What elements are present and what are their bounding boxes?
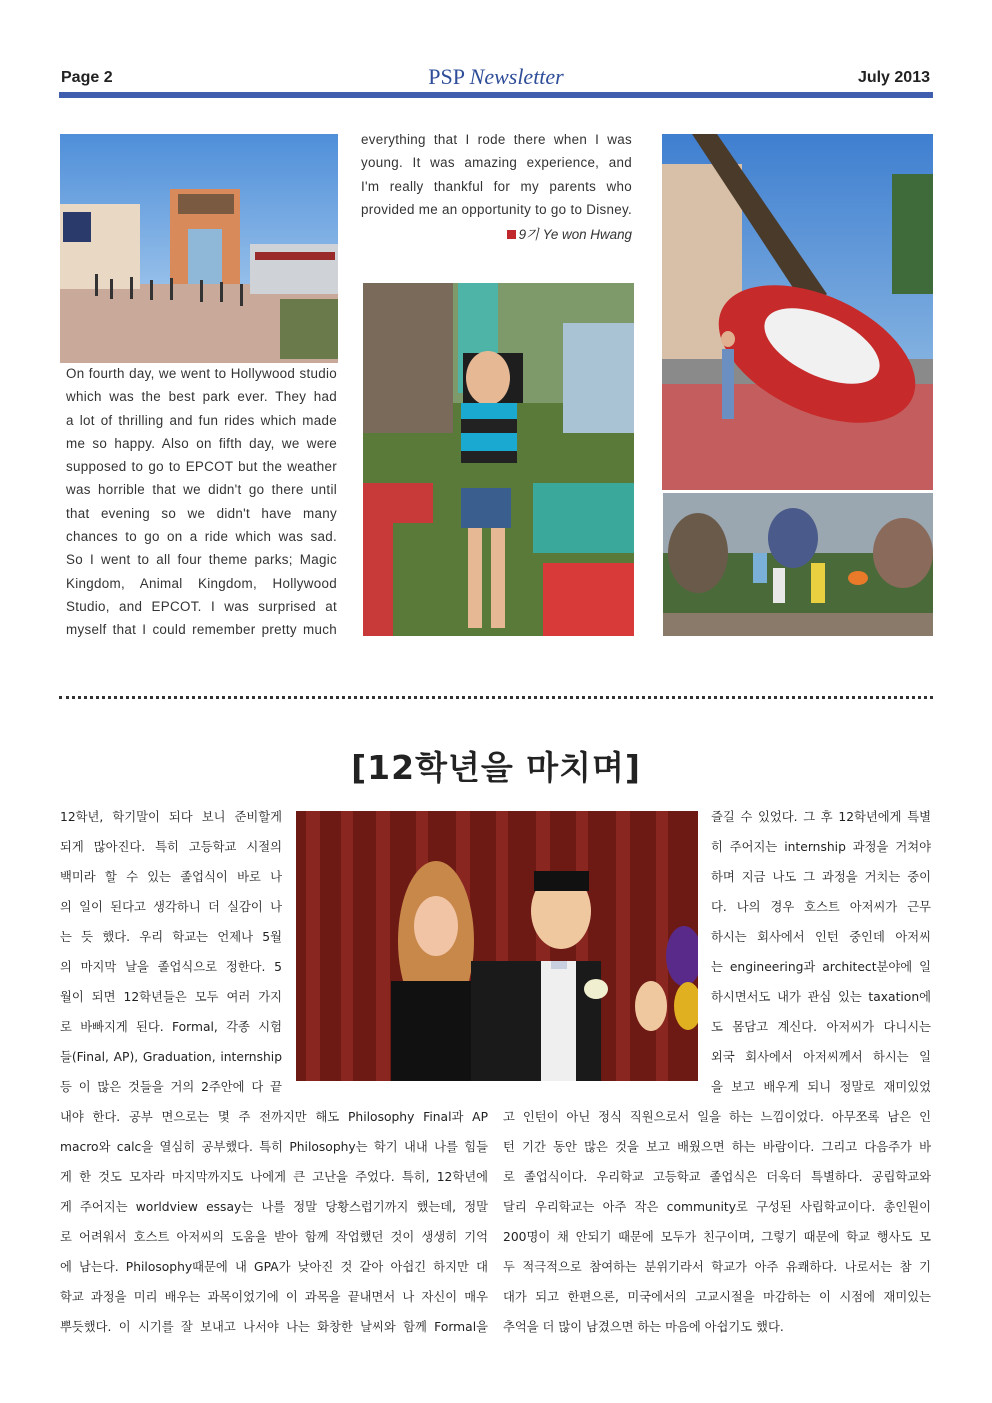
text-line: 하며 지금 나도 그 과정을 거치는 중이 (711, 870, 931, 884)
text-line: 로 졸업식이다. 우리학교 고등학교 졸업식은 더욱더 특별하다. 공립학교와 (503, 1170, 931, 1184)
text-line: 의 마지막 날을 졸업식으로 정한다. 5 (60, 960, 282, 974)
text-line: On fourth day, we went to Hollywood studio (66, 366, 337, 381)
grad-right-column (711, 802, 931, 1102)
text-line: provided me an opportunity to go to Disney. (361, 201, 632, 217)
text-line: 대가 되고 한편으론, 미국에서의 고교시절을 마감하는 이 시점에 재미있는 (503, 1290, 931, 1304)
section-divider (59, 696, 933, 699)
text-line: 게 한 것도 모자라 마지막까지도 나에게 큰 고난을 주었다. 특히, 12학년에 (60, 1170, 488, 1184)
text-line: 200명이 채 안되기 때문에 모두가 친구이며, 그렇기 때문에 학교 행사도 모 (503, 1230, 931, 1244)
disney-left-text (66, 362, 337, 642)
text-line: 하시면서도 내가 관심 있는 taxation에 (711, 990, 931, 1004)
page-number: Page 2 (61, 69, 113, 86)
rock-guitar-photo (662, 134, 933, 490)
issue-date: July 2013 (857, 69, 930, 86)
text-line: Kingdom, Animal Kingdom, Hollywood (66, 575, 337, 591)
text-line: macro와 calc을 열심히 공부했다. 특히 Philosophy는 학기 내내 나를 힘들 (60, 1140, 488, 1154)
text-line: which was the best park ever. They had (66, 389, 337, 405)
text-line: 턴 기간 동안 많은 것을 보고 배웠으면 하는 바람이다. 그리고 다음주가 바 (503, 1140, 931, 1154)
newsletter-title-main: PSP (428, 64, 465, 89)
text-line: 는 engineering과 architect분야에 일 (711, 960, 931, 974)
grad-bottom-left-column (60, 1102, 488, 1342)
author-signature (362, 224, 632, 243)
text-line: 월이 되면 12학년들은 모두 여러 가지 (60, 990, 282, 1004)
newsletter-title-sub: Newsletter (469, 64, 564, 89)
girl-garden-photo (363, 283, 634, 636)
signature-square-icon (507, 230, 516, 239)
newsletter-title (0, 64, 992, 90)
text-line: 하시는 회사에서 인턴 중인데 아저씨 (711, 930, 931, 944)
text-line: 달리 우리학교는 아주 작은 community로 구성된 사립학교이다. 총인원이 (503, 1200, 931, 1214)
text-line: 다. 나의 경우 호스트 아저씨가 근무 (711, 900, 931, 914)
grad-article-title: [12학년을 마치며] (351, 748, 641, 787)
group-photo-nemo (663, 493, 933, 636)
header-rule (59, 92, 933, 98)
text-line: 을 보고 배우게 되니 정말로 재미있었 (711, 1080, 931, 1094)
text-line: was horrible that we didn't go there until (66, 482, 337, 498)
text-line: supposed to go to EPCOT but the weather (66, 459, 337, 475)
text-line: 두 적극적으로 참여하는 분위기라서 학교가 아주 유쾌하다. 나로서는 참 기 (503, 1260, 931, 1274)
text-line: 히 주어지는 internship 과정을 거쳐야 (711, 840, 931, 854)
text-line: 도 몸담고 계신다. 아저씨가 다니시는 (711, 1020, 931, 1034)
text-line: 들(Final, AP), Graduation, internship (60, 1050, 282, 1064)
text-line: 로 어려워서 호스트 아저씨의 도움을 받아 함께 작업했던 것이 생생히 기억 (60, 1230, 488, 1244)
text-line: 에 남는다. Philosophy때문에 내 GPA가 낮아진 것 같아 아쉽긴 하지만 대 (60, 1260, 488, 1274)
text-line: 백미라 할 수 있는 졸업식이 바로 나 (60, 870, 282, 884)
text-line: Studio, and EPCOT. I was surprised at (66, 598, 337, 614)
text-line: So I went to all four theme parks; Magic (66, 552, 337, 568)
text-line: 추억을 더 많이 남겼으면 하는 마음에 아쉽기도 했다. (503, 1320, 784, 1334)
text-line: 학교 과정을 미리 배우는 과목이었기에 이 과목을 끝내면서 나 자신이 매우 (60, 1290, 488, 1304)
grad-left-column (60, 802, 282, 1102)
text-line: 등 이 많은 것들을 거의 2주안에 다 끝 (60, 1080, 282, 1094)
text-line: 고 인턴이 아닌 정식 직원으로서 일을 하는 느낌이었다. 아무쪼록 남은 인 (503, 1110, 931, 1124)
grad-bottom-right-column (503, 1102, 931, 1342)
text-line: a lot of thrilling and fun rides which made (66, 412, 337, 428)
text-line: 로 바빠지게 된다. Formal, 각종 시험 (60, 1020, 282, 1034)
text-line: 의 일이 된다고 생각하니 더 실감이 나 (60, 900, 282, 914)
text-line: 외국 회사에서 아저씨께서 하시는 일 (711, 1050, 931, 1064)
disney-middle-text (361, 128, 632, 221)
prom-photo (296, 811, 698, 1081)
text-line: me so happy. Also on fifth day, we were (66, 435, 337, 451)
text-line: myself that I could remember pretty much (66, 622, 337, 638)
text-line: I'm really thankful for my parents who (361, 178, 632, 194)
text-line: 즐길 수 있었다. 그 후 12학년에게 특별 (711, 810, 931, 824)
text-line: 되게 많아진다. 특히 고등학교 시절의 (60, 840, 282, 854)
text-line: that evening so we didn't have many (66, 505, 337, 521)
text-line: 12학년, 학기말이 되다 보니 준비할게 (60, 810, 282, 824)
text-line: chances to go on a ride which was sad. (66, 529, 337, 545)
text-line: 게 주어지는 worldview essay는 나를 정말 당황스럽기까지 했는데, 정말 (60, 1200, 488, 1214)
text-line: 내야 한다. 공부 면으로는 몇 주 전까지만 해도 Philosophy Final과 AP (60, 1110, 488, 1124)
text-line: everything that I rode there when I was (361, 132, 632, 147)
hollywood-studios-photo (60, 134, 338, 363)
text-line: 뿌듯했다. 이 시기를 잘 보내고 나서야 나는 화창한 날씨와 함께 Formal을 (60, 1320, 488, 1334)
text-line: young. It was amazing experience, and (361, 155, 632, 171)
signature-text: 9기 Ye won Hwang (518, 227, 632, 242)
text-line: 는 듯 했다. 우리 학교는 언제나 5월 (60, 930, 282, 944)
